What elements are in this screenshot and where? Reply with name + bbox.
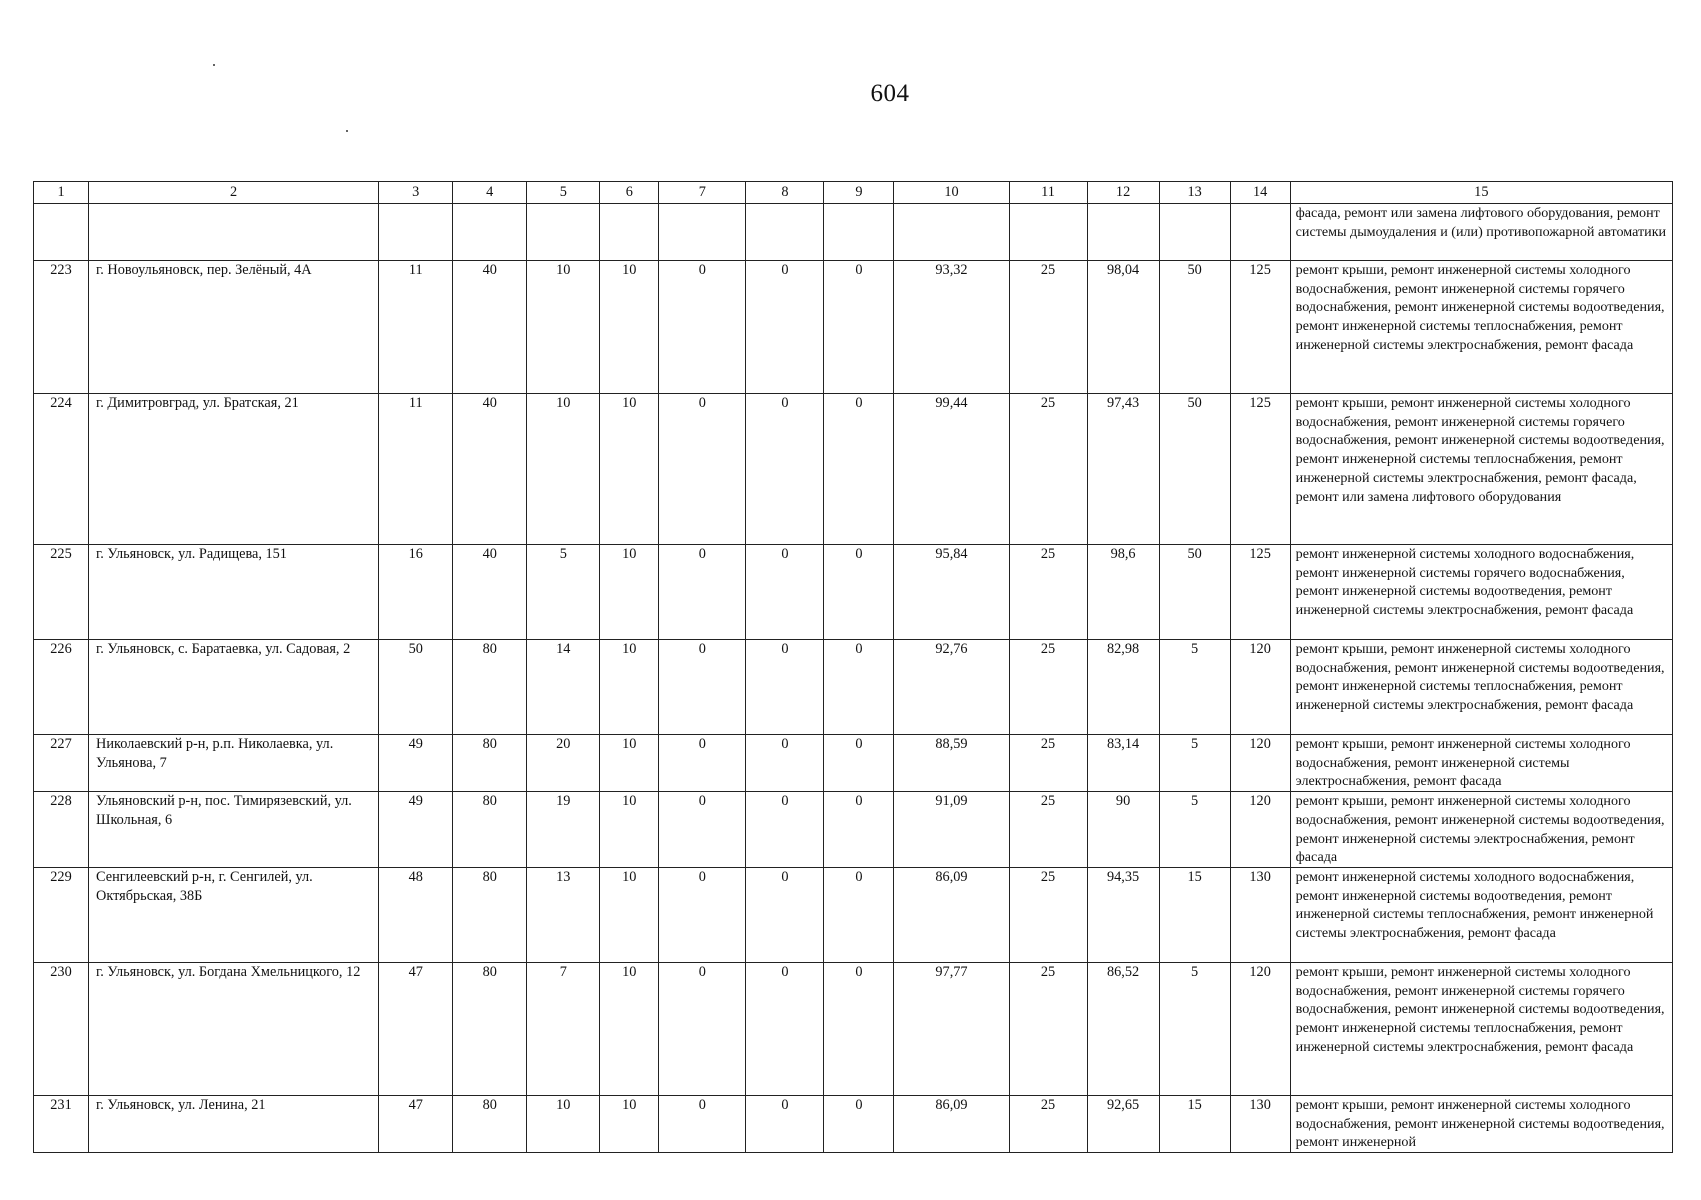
value-cell-c7: 0 <box>659 545 746 640</box>
continuation-row <box>34 204 1673 261</box>
scan-speck <box>213 64 215 66</box>
value-cell-c9: 0 <box>824 735 894 792</box>
row-number: 229 <box>34 867 89 962</box>
value-cell-c14: 120 <box>1230 640 1290 735</box>
works-cell: ремонт инженерной системы холодного водоснабжения, ремонт инженерной системы водоотведения, ремонт инженерной системы теплоснабжения, ремонт инженерной системы электроснабжения, ремонт фасада <box>1290 867 1672 962</box>
value-cell-c8: 0 <box>746 792 824 868</box>
value-cell-c5: 20 <box>527 735 600 792</box>
value-cell-c12: 83,14 <box>1087 735 1159 792</box>
value-cell-c9: 0 <box>824 261 894 394</box>
column-number: 7 <box>659 182 746 204</box>
value-cell-c11: 25 <box>1009 640 1087 735</box>
value-cell-c13: 50 <box>1159 261 1230 394</box>
value-cell-c6: 10 <box>600 867 659 962</box>
row-number: 230 <box>34 962 89 1095</box>
value-cell-c14: 125 <box>1230 261 1290 394</box>
value-cell-c12: 97,43 <box>1087 394 1159 545</box>
works-cell: ремонт крыши, ремонт инженерной системы холодного водоснабжения, ремонт инженерной системы электроснабжения, ремонт фасада <box>1290 735 1672 792</box>
value-cell-c9: 0 <box>824 640 894 735</box>
address-cell: Ульяновский р-н, пос. Тимирязевский, ул. Школьная, 6 <box>89 792 379 868</box>
value-cell-c12: 86,52 <box>1087 962 1159 1095</box>
value-cell-c8: 0 <box>746 735 824 792</box>
table-row <box>34 792 1673 868</box>
value-cell-c12: 94,35 <box>1087 867 1159 962</box>
row-number: 223 <box>34 261 89 394</box>
table-row <box>34 394 1673 545</box>
table-row <box>34 962 1673 1095</box>
value-cell-c4: 40 <box>453 545 527 640</box>
column-number: 9 <box>824 182 894 204</box>
value-cell-c8: 0 <box>746 1095 824 1152</box>
value-cell-c7: 0 <box>659 962 746 1095</box>
address-cell: г. Ульяновск, ул. Богдана Хмельницкого, 12 <box>89 962 379 1095</box>
value-cell-c8: 0 <box>746 394 824 545</box>
value-cell-c10: 88,59 <box>894 735 1009 792</box>
value-cell-c9: 0 <box>824 545 894 640</box>
value-cell-c10: 97,77 <box>894 962 1009 1095</box>
column-number: 14 <box>1230 182 1290 204</box>
value-cell-c8: 0 <box>746 261 824 394</box>
value-cell-c6: 10 <box>600 261 659 394</box>
value-cell-c14: 120 <box>1230 792 1290 868</box>
value-cell-c12: 98,6 <box>1087 545 1159 640</box>
value-cell-c3: 47 <box>379 962 453 1095</box>
works-cell: ремонт инженерной системы холодного водоснабжения, ремонт инженерной системы горячего водоснабжения, ремонт инженерной системы водоотведения, ремонт инженерной системы электроснабжения, ремонт фасада <box>1290 545 1672 640</box>
value-cell-c7: 0 <box>659 261 746 394</box>
value-cell-c5: 5 <box>527 545 600 640</box>
value-cell-c4: 80 <box>453 1095 527 1152</box>
value-cell-c4: 80 <box>453 735 527 792</box>
repair-table <box>33 181 1673 1153</box>
value-cell-c8: 0 <box>746 962 824 1095</box>
value-cell-c4: 40 <box>453 261 527 394</box>
value-cell-c10: 86,09 <box>894 1095 1009 1152</box>
value-cell-c4: 80 <box>453 792 527 868</box>
works-cell: ремонт крыши, ремонт инженерной системы холодного водоснабжения, ремонт инженерной системы горячего водоснабжения, ремонт инженерной системы водоотведения, ремонт инженерной системы теплоснабжения, ремонт инженерной системы электроснабжения, ремонт фасада <box>1290 962 1672 1095</box>
address-cell: Сенгилеевский р-н, г. Сенгилей, ул. Октябрьская, 38Б <box>89 867 379 962</box>
value-cell-c13: 5 <box>1159 735 1230 792</box>
works-cell: ремонт крыши, ремонт инженерной системы холодного водоснабжения, ремонт инженерной системы водоотведения, ремонт инженерной системы электроснабжения, ремонт фасада <box>1290 792 1672 868</box>
works-continuation: фасада, ремонт или замена лифтового оборудования, ремонт системы дымоудаления и (или) противопожарной автоматики <box>1290 204 1672 261</box>
row-number: 228 <box>34 792 89 868</box>
column-number: 12 <box>1087 182 1159 204</box>
value-cell-c3: 48 <box>379 867 453 962</box>
row-number: 225 <box>34 545 89 640</box>
value-cell-c4: 40 <box>453 394 527 545</box>
value-cell-c14: 120 <box>1230 962 1290 1095</box>
value-cell-c10: 91,09 <box>894 792 1009 868</box>
value-cell-c14: 120 <box>1230 735 1290 792</box>
value-cell-c7: 0 <box>659 1095 746 1152</box>
value-cell-c13: 5 <box>1159 792 1230 868</box>
value-cell-c7: 0 <box>659 735 746 792</box>
row-number: 226 <box>34 640 89 735</box>
value-cell-c11: 25 <box>1009 394 1087 545</box>
value-cell-c12: 98,04 <box>1087 261 1159 394</box>
works-cell: ремонт крыши, ремонт инженерной системы холодного водоснабжения, ремонт инженерной системы водоотведения, ремонт инженерной <box>1290 1095 1672 1152</box>
address-cell: г. Новоульяновск, пер. Зелёный, 4А <box>89 261 379 394</box>
scan-speck <box>346 130 348 132</box>
value-cell-c6: 10 <box>600 735 659 792</box>
value-cell-c10: 95,84 <box>894 545 1009 640</box>
row-number: 224 <box>34 394 89 545</box>
column-number: 10 <box>894 182 1009 204</box>
value-cell-c3: 11 <box>379 394 453 545</box>
value-cell-c11: 25 <box>1009 735 1087 792</box>
column-number: 6 <box>600 182 659 204</box>
value-cell-c5: 19 <box>527 792 600 868</box>
value-cell-c3: 49 <box>379 792 453 868</box>
value-cell-c6: 10 <box>600 962 659 1095</box>
value-cell-c3: 49 <box>379 735 453 792</box>
value-cell-c6: 10 <box>600 792 659 868</box>
value-cell-c5: 7 <box>527 962 600 1095</box>
value-cell-c10: 92,76 <box>894 640 1009 735</box>
value-cell-c13: 15 <box>1159 1095 1230 1152</box>
works-cell: ремонт крыши, ремонт инженерной системы холодного водоснабжения, ремонт инженерной системы горячего водоснабжения, ремонт инженерной системы водоотведения, ремонт инженерной системы теплоснабжения, ремонт инженерной системы электроснабжения, ремонт фасада, ремонт или замена лифтового оборудования <box>1290 394 1672 545</box>
column-number: 11 <box>1009 182 1087 204</box>
value-cell-c11: 25 <box>1009 261 1087 394</box>
address-cell: г. Ульяновск, ул. Радищева, 151 <box>89 545 379 640</box>
address-cell: Николаевский р-н, р.п. Николаевка, ул. Ульянова, 7 <box>89 735 379 792</box>
row-number: 231 <box>34 1095 89 1152</box>
value-cell-c13: 15 <box>1159 867 1230 962</box>
column-number: 3 <box>379 182 453 204</box>
value-cell-c13: 5 <box>1159 640 1230 735</box>
table-row <box>34 640 1673 735</box>
value-cell-c11: 25 <box>1009 867 1087 962</box>
value-cell-c6: 10 <box>600 545 659 640</box>
value-cell-c13: 50 <box>1159 394 1230 545</box>
value-cell-c7: 0 <box>659 867 746 962</box>
value-cell-c14: 130 <box>1230 867 1290 962</box>
value-cell-c8: 0 <box>746 640 824 735</box>
value-cell-c13: 50 <box>1159 545 1230 640</box>
value-cell-c8: 0 <box>746 545 824 640</box>
works-cell: ремонт крыши, ремонт инженерной системы холодного водоснабжения, ремонт инженерной системы горячего водоснабжения, ремонт инженерной системы водоотведения, ремонт инженерной системы теплоснабжения, ремонт инженерной системы электроснабжения, ремонт фасада <box>1290 261 1672 394</box>
page-number: 604 <box>870 80 910 107</box>
value-cell-c5: 10 <box>527 1095 600 1152</box>
value-cell-c4: 80 <box>453 962 527 1095</box>
column-number: 4 <box>453 182 527 204</box>
column-number: 2 <box>89 182 379 204</box>
value-cell-c4: 80 <box>453 867 527 962</box>
column-number: 1 <box>34 182 89 204</box>
address-cell: г. Ульяновск, с. Баратаевка, ул. Садовая, 2 <box>89 640 379 735</box>
value-cell-c12: 82,98 <box>1087 640 1159 735</box>
value-cell-c6: 10 <box>600 640 659 735</box>
value-cell-c5: 13 <box>527 867 600 962</box>
value-cell-c8: 0 <box>746 867 824 962</box>
column-number: 8 <box>746 182 824 204</box>
value-cell-c3: 47 <box>379 1095 453 1152</box>
value-cell-c5: 14 <box>527 640 600 735</box>
address-cell: г. Ульяновск, ул. Ленина, 21 <box>89 1095 379 1152</box>
value-cell-c9: 0 <box>824 867 894 962</box>
works-cell: ремонт крыши, ремонт инженерной системы холодного водоснабжения, ремонт инженерной системы водоотведения, ремонт инженерной системы теплоснабжения, ремонт инженерной системы электроснабжения, ремонт фасада <box>1290 640 1672 735</box>
row-number: 227 <box>34 735 89 792</box>
value-cell-c7: 0 <box>659 792 746 868</box>
value-cell-c5: 10 <box>527 394 600 545</box>
value-cell-c11: 25 <box>1009 962 1087 1095</box>
value-cell-c4: 80 <box>453 640 527 735</box>
header-row <box>34 182 1673 204</box>
value-cell-c7: 0 <box>659 640 746 735</box>
table-row <box>34 545 1673 640</box>
value-cell-c11: 25 <box>1009 545 1087 640</box>
table-row <box>34 261 1673 394</box>
column-number: 15 <box>1290 182 1672 204</box>
table-row <box>34 867 1673 962</box>
value-cell-c14: 125 <box>1230 545 1290 640</box>
value-cell-c13: 5 <box>1159 962 1230 1095</box>
value-cell-c12: 92,65 <box>1087 1095 1159 1152</box>
value-cell-c5: 10 <box>527 261 600 394</box>
value-cell-c3: 16 <box>379 545 453 640</box>
value-cell-c14: 125 <box>1230 394 1290 545</box>
value-cell-c11: 25 <box>1009 792 1087 868</box>
value-cell-c3: 50 <box>379 640 453 735</box>
table-row <box>34 735 1673 792</box>
value-cell-c6: 10 <box>600 394 659 545</box>
value-cell-c10: 99,44 <box>894 394 1009 545</box>
value-cell-c7: 0 <box>659 394 746 545</box>
value-cell-c9: 0 <box>824 962 894 1095</box>
value-cell-c3: 11 <box>379 261 453 394</box>
value-cell-c9: 0 <box>824 1095 894 1152</box>
column-number: 13 <box>1159 182 1230 204</box>
value-cell-c10: 86,09 <box>894 867 1009 962</box>
address-cell: г. Димитровград, ул. Братская, 21 <box>89 394 379 545</box>
value-cell-c11: 25 <box>1009 1095 1087 1152</box>
value-cell-c12: 90 <box>1087 792 1159 868</box>
table-row <box>34 1095 1673 1152</box>
value-cell-c9: 0 <box>824 792 894 868</box>
value-cell-c14: 130 <box>1230 1095 1290 1152</box>
value-cell-c6: 10 <box>600 1095 659 1152</box>
column-number: 5 <box>527 182 600 204</box>
value-cell-c10: 93,32 <box>894 261 1009 394</box>
value-cell-c9: 0 <box>824 394 894 545</box>
